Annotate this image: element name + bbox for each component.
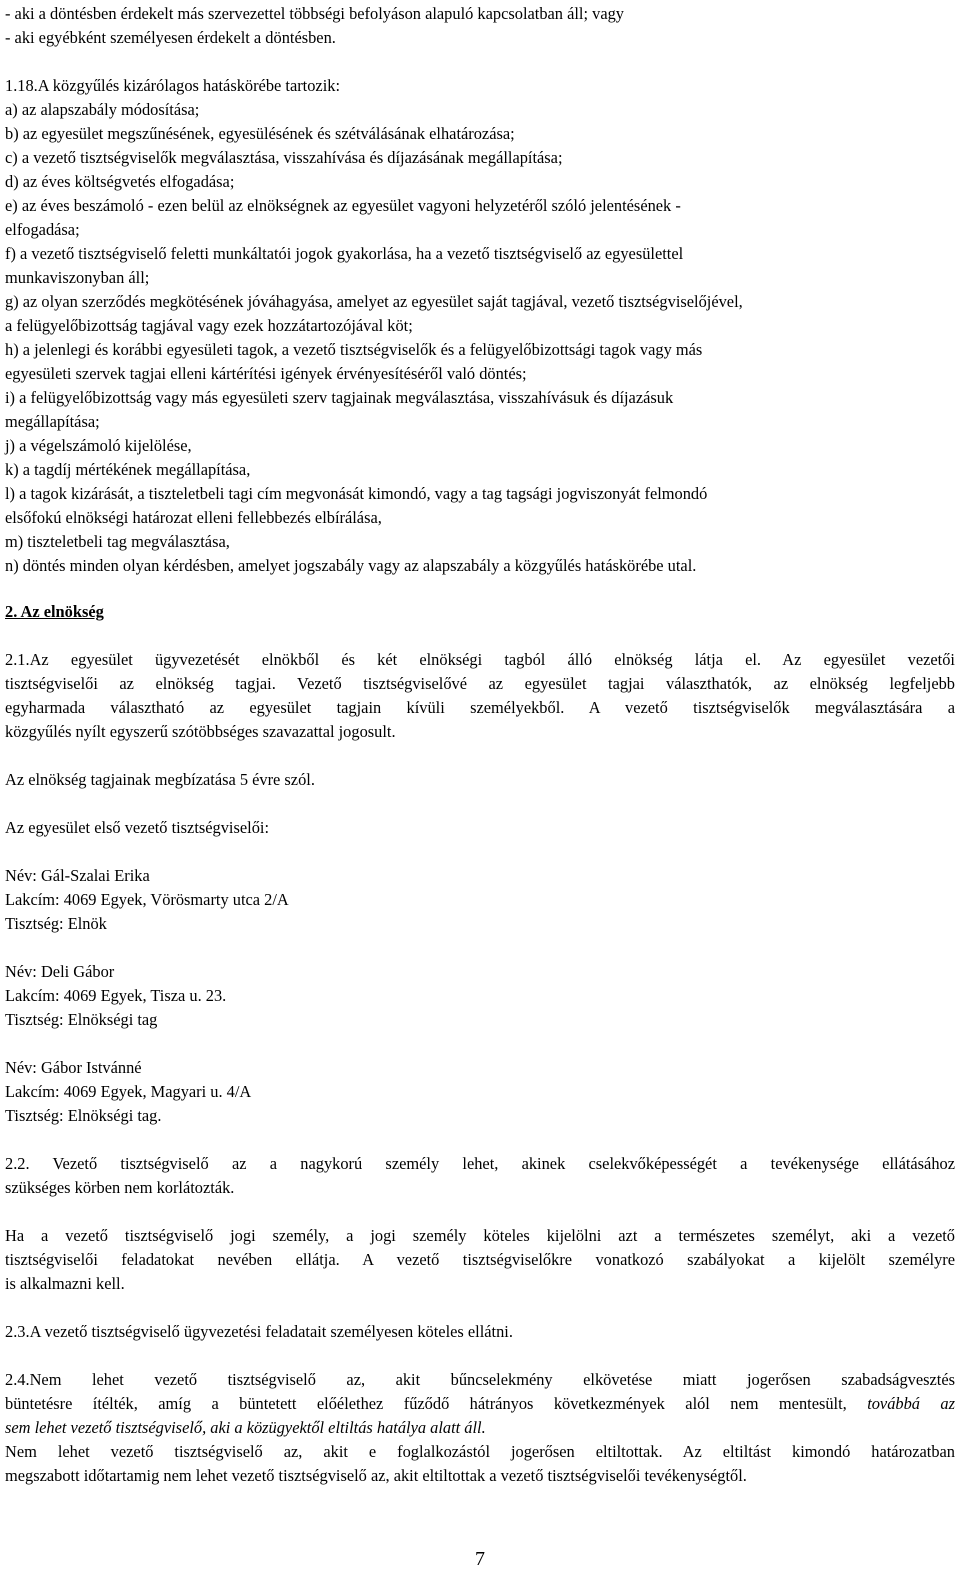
text-line: Név: Deli Gábor (5, 962, 115, 981)
text-line: n) döntés minden olyan kérdésben, amelyet jogszabály vagy az alapszabály a közgyűlés hatáskörébe utal. (5, 556, 697, 575)
text-line: 1.18.A közgyűlés kizárólagos hatáskörébe tartozik: (5, 76, 340, 95)
text-line: c) a vezető tisztségviselők megválasztása, visszahívása és díjazásának megállapítása; (5, 148, 563, 167)
paragraph (5, 960, 955, 1032)
text-line: Az egyesület első vezető tisztségviselői: (5, 818, 269, 837)
text-line: h) a jelenlegi és korábbi egyesületi tagok, a vezető tisztségviselők és a felügyelőbizottsági tagok vagy más (5, 340, 703, 359)
text-line: Lakcím: 4069 Egyek, Vörösmarty utca 2/A (5, 890, 289, 909)
text-line: Az elnökség tagjainak megbízatása 5 évre szól. (5, 770, 315, 789)
text-line: elsőfokú elnökségi határozat elleni fellebbezés elbírálása, (5, 508, 382, 527)
text-line: e) az éves beszámoló - ezen belül az elnökségnek az egyesület vagyoni helyzetéről szóló jelentésének - (5, 196, 681, 215)
paragraph (5, 1056, 955, 1128)
text-line: Ha a vezető tisztségviselő jogi személy, a jogi személy köteles kijelölni azt a természetes személyt, aki a vezető (5, 1226, 955, 1245)
text-line: sem lehet vezető tisztségviselő, aki a közügyektől eltiltás hatálya alatt áll. (5, 1418, 486, 1437)
text-line: egyesületi szervek tagjai elleni kártérítési igények érvényesítéséről való döntés; (5, 364, 527, 383)
text-line: elfogadása; (5, 220, 80, 239)
text-line: i) a felügyelőbizottság vagy más egyesületi szerv tagjainak megválasztása, visszahívásuk és díjazásuk (5, 388, 674, 407)
text-line: j) a végelszámoló kijelölése, (5, 436, 192, 455)
text-line: d) az éves költségvetés elfogadása; (5, 172, 235, 191)
text-line: megállapítása; (5, 412, 100, 431)
text-line: egyharmada választható az egyesület tagjain kívüli személyekből. A vezető tisztségviselők megválasztására a (5, 698, 955, 717)
text-line: szükséges körben nem korlátozták. (5, 1178, 235, 1197)
text-line: m) tiszteletbeli tag megválasztása, (5, 532, 230, 551)
text-line: 2.4.Nem lehet vezető tisztségviselő az, akit bűncselekmény elkövetése miatt jogerősen szabadságvesztés (5, 1370, 955, 1389)
text-line: Tisztség: Elnök (5, 914, 107, 933)
paragraph (5, 816, 955, 840)
paragraph (5, 1152, 955, 1200)
text-line: 2.1.Az egyesület ügyvezetését elnökből és két elnökségi tagból álló elnökség látja el. Az egyesület vezetői (5, 650, 955, 669)
text-line: Nem lehet vezető tisztségviselő az, akit e foglalkozástól jogerősen eltiltottak. Az eltiltást kimondó határozatban (5, 1442, 955, 1461)
text-line: g) az olyan szerződés megkötésének jóváhagyása, amelyet az egyesület saját tagjával, vezető tisztségviselőjével, (5, 292, 743, 311)
paragraph (5, 864, 955, 936)
text-line: megszabott időtartamig nem lehet vezető tisztségviselő az, akit eltiltottak a vezető tisztségviselői tevékenységtől. (5, 1466, 747, 1485)
text-line: k) a tagdíj mértékének megállapítása, (5, 460, 251, 479)
text-line: - aki a döntésben érdekelt más szervezettel többségi befolyáson alapuló kapcsolatban áll; vagy (5, 4, 624, 23)
paragraph (5, 1368, 955, 1440)
text-line: tisztségviselői feladatokat nevében ellátja. A vezető tisztségviselőkre vonatkozó szabályokat a kijelölt személyre (5, 1250, 955, 1269)
section-heading (5, 600, 955, 624)
text-line: - aki egyébként személyesen érdekelt a döntésben. (5, 28, 336, 47)
italic-text: továbbá az (867, 1394, 955, 1413)
page-number: 7 (475, 1548, 485, 1570)
text-line: a felügyelőbizottság tagjával vagy ezek hozzátartozójával köt; (5, 316, 413, 335)
text-line: Név: Gál-Szalai Erika (5, 866, 150, 885)
paragraph (5, 74, 955, 578)
text-line: l) a tagok kizárását, a tiszteletbeli tagi cím megvonását kimondó, vagy a tag tagsági jogviszonyát felmondó (5, 484, 708, 503)
heading-text: 2. Az elnökség (5, 602, 104, 621)
text-line: munkaviszonyban áll; (5, 268, 150, 287)
text-line: büntetésre ítélték, amíg a büntetett előélethez fűződő hátrányos következmények alól nem mentesült, továbbá az (5, 1394, 955, 1413)
text-line: Név: Gábor Istvánné (5, 1058, 142, 1077)
text-line: Tisztség: Elnökségi tag. (5, 1106, 162, 1125)
text-line: Lakcím: 4069 Egyek, Tisza u. 23. (5, 986, 227, 1005)
text-line: közgyűlés nyílt egyszerű szótöbbséges szavazattal jogosult. (5, 722, 396, 741)
text-line: Lakcím: 4069 Egyek, Magyari u. 4/A (5, 1082, 252, 1101)
text-line: f) a vezető tisztségviselő feletti munkáltatói jogok gyakorlása, ha a vezető tisztségviselő az egyesülettel (5, 244, 684, 263)
text-line: b) az egyesület megszűnésének, egyesülésének és szétválásának elhatározása; (5, 124, 515, 143)
text-line: 2.3.A vezető tisztségviselő ügyvezetési feladatait személyesen köteles ellátni. (5, 1322, 513, 1341)
paragraph (5, 648, 955, 744)
text-line: Tisztség: Elnökségi tag (5, 1010, 158, 1029)
paragraph (5, 1224, 955, 1296)
text-line: a) az alapszabály módosítása; (5, 100, 200, 119)
paragraph (5, 1320, 955, 1344)
paragraph (5, 2, 955, 50)
text-line: 2.2. Vezető tisztségviselő az a nagykorú személy lehet, akinek cselekvőképességét a tevékenysége ellátásához (5, 1154, 955, 1173)
paragraph (5, 1440, 955, 1488)
text-line: is alkalmazni kell. (5, 1274, 125, 1293)
paragraph (5, 768, 955, 792)
text-line: tisztségviselői az elnökség tagjai. Vezető tisztségviselővé az egyesület tagjai választhatók, az elnökség legfeljebb (5, 674, 955, 693)
